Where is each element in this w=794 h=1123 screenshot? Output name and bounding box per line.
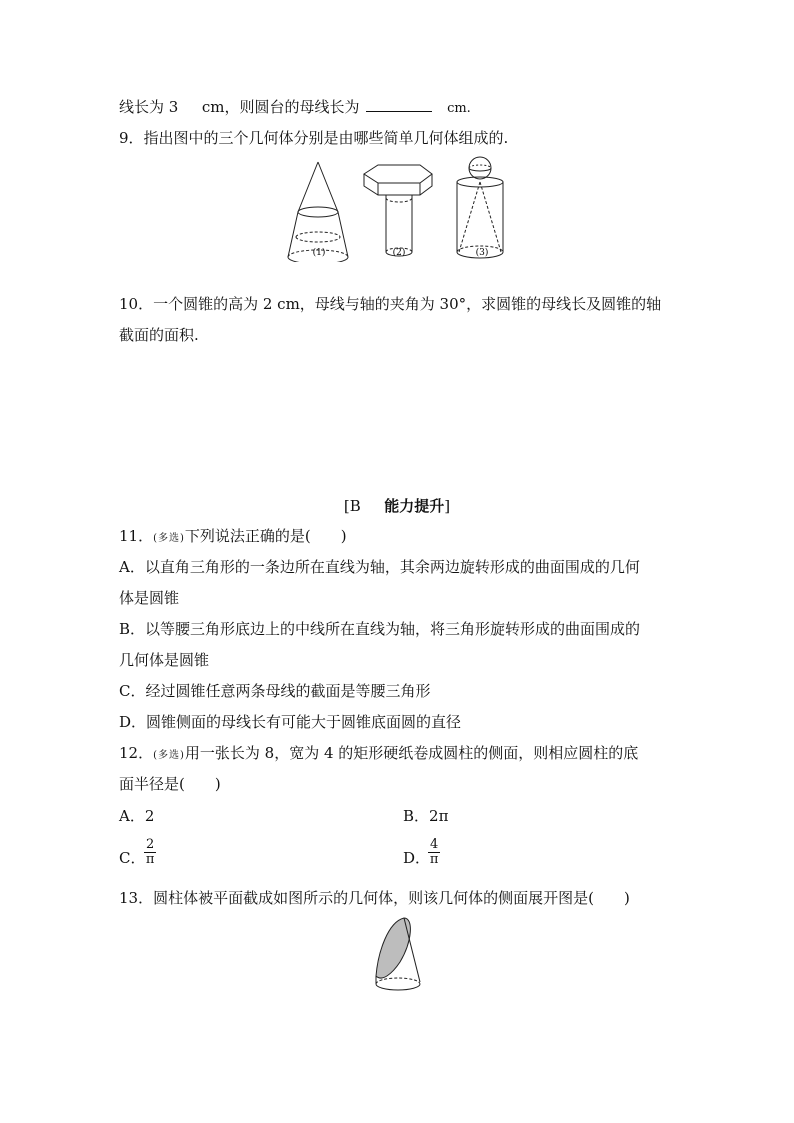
q13-text: 13．圆柱体被平面截成如图所示的几何体，则该几何体的侧面展开图是( ) xyxy=(119,889,630,907)
q11-stem-text: 下列说法正确的是( ) xyxy=(184,527,347,545)
q8-prefix: 线长为 3 xyxy=(119,98,179,116)
q11-option-a-line1: A．以直角三角形的一条边所在直线为轴，其余两边旋转形成的曲面围成的几何 xyxy=(119,558,640,576)
q9-figure xyxy=(0,152,794,262)
q12-d-denominator: π xyxy=(429,852,439,867)
q9-text: 9．指出图中的三个几何体分别是由哪些简单几何体组成的. xyxy=(119,129,509,147)
q8-answer-blank[interactable] xyxy=(366,97,432,112)
figure-label-1: (1) xyxy=(312,248,326,258)
q12-option-d-fraction xyxy=(428,838,440,867)
q11-option-c: C．经过圆锥任意两条母线的截面是等腰三角形 xyxy=(119,682,431,700)
q11-multi-tag: (多选) xyxy=(153,533,185,544)
q12-stem-line1 xyxy=(119,743,638,766)
q12-stem-line2: 面半径是( ) xyxy=(119,775,221,793)
q11-option-d: D．圆锥侧面的母线长有可能大于圆锥底面圆的直径 xyxy=(119,713,462,731)
section-name: 能力提升 xyxy=(384,497,445,515)
q12-c-numerator: 2 xyxy=(146,837,155,852)
q12-option-c-label: C． xyxy=(119,849,146,867)
q10-line1: 10．一个圆锥的高为 2 cm，母线与轴的夹角为 30°，求圆锥的母线长及圆锥的轴 xyxy=(119,295,662,313)
q8-unit1: cm，则圆台的母线长为 xyxy=(201,98,360,116)
q11-number: 11． xyxy=(119,527,154,545)
figure-3-sphere-cylinder xyxy=(457,157,503,258)
figure-label-2: (2) xyxy=(392,248,406,258)
q11-option-b-line2: 几何体是圆锥 xyxy=(119,651,210,669)
q8-unit2: cm. xyxy=(447,101,471,116)
section-close: ] xyxy=(444,497,451,515)
q12-option-c-fraction xyxy=(144,838,156,867)
section-open: [B xyxy=(343,497,361,515)
q12-stem-text: 用一张长为 8，宽为 4 的矩形硬纸卷成圆柱的侧面，则相应圆柱的底 xyxy=(184,744,639,762)
q12-option-b: B．2π xyxy=(403,807,449,825)
q12-option-d-label: D． xyxy=(403,849,431,867)
section-title xyxy=(0,496,794,516)
figure-1-cone-frustum xyxy=(288,162,348,262)
q11-option-a-line2: 体是圆锥 xyxy=(119,589,180,607)
q11-stem xyxy=(119,526,347,549)
q12-d-numerator: 4 xyxy=(430,837,439,852)
q10-line2: 截面的面积. xyxy=(119,326,199,344)
figure-label-3: (3) xyxy=(475,248,489,258)
q12-multi-tag: (多选) xyxy=(153,750,185,761)
q13-figure xyxy=(0,912,794,1002)
figure-2-prism-cylinder xyxy=(364,165,432,256)
q12-number: 12． xyxy=(119,744,154,762)
q12-option-a: A．2 xyxy=(119,807,155,825)
q11-option-b-line1: B．以等腰三角形底边上的中线所在直线为轴，将三角形旋转形成的曲面围成的 xyxy=(119,620,641,638)
q12-c-denominator: π xyxy=(145,852,155,867)
q8-tail-line xyxy=(119,97,471,119)
cut-face xyxy=(376,918,410,978)
